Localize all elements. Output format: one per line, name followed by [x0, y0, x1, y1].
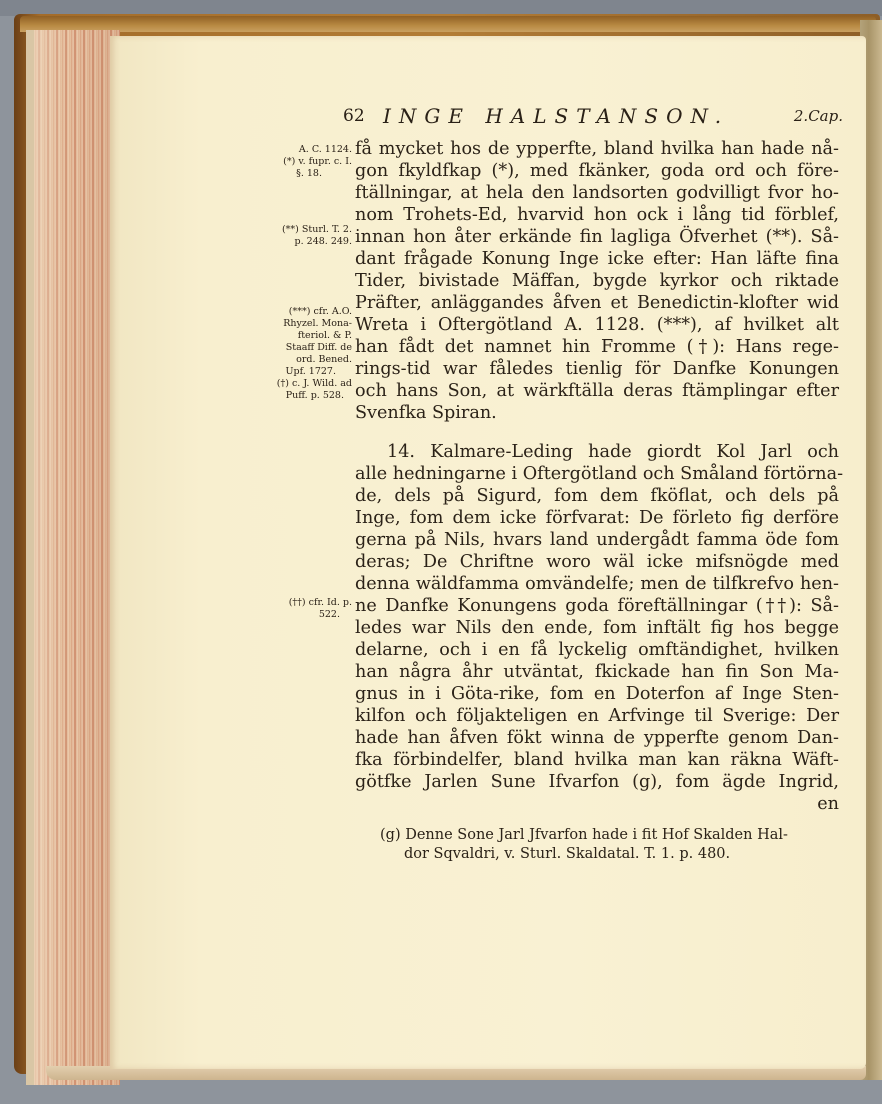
text-line: 14. Kalmare-Leding hade giordt Kol Jarl och	[387, 442, 839, 462]
text-line: nom Trohets-Ed, hvarvid hon ock i lång tid förblef,	[355, 205, 839, 225]
text-line: gerna på Nils, hvars land undergådt famma öde fom	[355, 530, 839, 550]
text-line: Inge, fom dem icke förfvarat: De förleto fig derföre	[355, 508, 839, 528]
text-line: denna wäldfamma omvändelfe; men de tilfkrefvo hen-	[355, 574, 839, 594]
margin-note: (**) Sturl. T. 2. p. 248. 249.	[281, 224, 352, 247]
catchword: en	[817, 794, 839, 814]
paragraph-2	[355, 441, 844, 815]
text-line: och hans Son, at wärkftälla deras ftämplingar efter	[355, 381, 839, 401]
book-cover-top-edge	[20, 16, 876, 32]
text-line: ftällningar, at hela den landsorten godvilligt fvor ho-	[355, 183, 839, 203]
margin-note: (***) cfr. A.O. Rhyzel. Mona- fteriol. & P. Staaff Diff. de ord. Bened. Upf. 1727. (†) c. J. Wild. ad Puff. p. 528.	[276, 306, 352, 401]
text-line: fka förbindelfer, bland hvilka man kan räkna Wäft-	[355, 750, 839, 770]
text-line: innan hon åter erkände fin lagliga Öfverhet (**). Så-	[355, 227, 839, 247]
text-line: deras; De Chriftne woro wäl icke mifsnögde med	[355, 552, 839, 572]
margin-note: A. C. 1124. (*) v. fupr. c. I. §. 18.	[283, 144, 352, 179]
text-line: dant frågade Konung Inge icke efter: Han läfte fina	[355, 249, 839, 269]
text-line: få mycket hos de ypperfte, bland hvilka han hade nå-	[355, 139, 839, 159]
footnote-line: dor Sqvaldri, v. Sturl. Skaldatal. T. 1. p. 480.	[404, 846, 731, 862]
running-title: INGE HALSTANSON.	[383, 104, 730, 128]
running-head	[343, 106, 843, 132]
text-line: alle hedningarne i Oftergötland och Småland förtörna-	[355, 464, 844, 484]
text-line: han fådt det namnet hin Fromme (†): Hans rege-	[355, 337, 839, 357]
text-line: gon fkyldfkap (*), med fkänker, goda ord och före-	[355, 161, 839, 181]
text-line: gnus in i Göta-rike, fom en Doterfon af Inge Sten-	[355, 684, 839, 704]
paragraph-1	[355, 138, 839, 424]
text-line: Wreta i Oftergötland A. 1128. (***), af hvilket alt	[355, 315, 839, 335]
text-line: Präfter, anläggandes åfven et Benedictin-klofter wid	[355, 293, 839, 313]
footnote-line: (g) Denne Sone Jarl Jfvarfon hade i fit Hof Skalden Hal-	[380, 827, 788, 843]
text-line: han några åhr utväntat, fkickade han fin Son Ma-	[355, 662, 839, 682]
text-line: kilfon och följakteligen en Arfvinge til Sverige: Der	[355, 706, 839, 726]
text-line: rings-tid war fåledes tienlig för Danfke Konungen	[355, 359, 839, 379]
page-edges-left	[26, 30, 120, 1085]
text-line: de, dels på Sigurd, fom dem fköflat, och dels på	[355, 486, 839, 506]
text-line: ne Danfke Konungens goda föreftällningar (††): Så-	[355, 596, 839, 616]
text-line: ledes war Nils den ende, fom inftält fig hos begge	[355, 618, 839, 638]
chapter-label: 2.Cap.	[793, 107, 843, 125]
margin-note: (††) cfr. Id. p. 522.	[288, 597, 352, 620]
text-line: götfke Jarlen Sune Ifvarfon (g), fom ägde Ingrid,	[355, 772, 839, 792]
text-line: delarne, och i en få lyckelig omftändighet, hvilken	[355, 640, 839, 660]
text-line: Tider, bivistade Mäffan, bygde kyrkor och riktade	[355, 271, 839, 291]
text-line: Svenfka Spiran.	[355, 403, 497, 423]
text-line: hade han åfven fökt winna de ypperfte genom Dan-	[355, 728, 839, 748]
footnote	[380, 826, 840, 864]
page-number: 62	[343, 106, 365, 126]
